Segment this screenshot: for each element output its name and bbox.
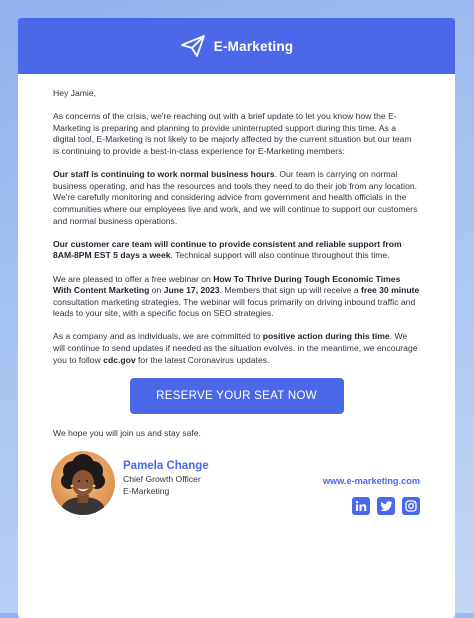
social-links [323,497,420,515]
staff-text: . Our team is carrying on normal business operating, and has the resources and tools they need to do their job from any location. We're carefully monitoring and considering advice from government and health officials in the communities where our employees live and work, and we will continue to support our customers and normal business operations. [53,169,418,226]
commitment-text-a: As a company and as individuals, we are committed to [53,331,263,342]
commitment-text-e: for the latest Coronavirus updates. [135,354,270,365]
email-body [18,74,455,515]
paragraph-intro: As concerns of the crisis, we're reaching out with a brief update to let you know how the E-Marketing is preparing and planning to provide uninterrupted support during this time. As a digital tool, E-Marketing is not likely to be majorly affected by the current situation but our team is continuing to provide a best-in-class experience for E-Marketing members: [53,111,412,156]
webinar-title: How To Thrive During Tough Economic Times With Content Marketing [53,273,401,296]
webinar-offer: free 30 minute [361,285,420,296]
email-header [18,18,455,74]
webinar-text-e: . Members that sign up will receive a [219,285,361,296]
cta-container [53,378,420,414]
twitter-icon[interactable] [377,497,395,515]
webinar-text-g: consultation marketing strategies. The webinar will focus primarily on driving inbound traffic and leads to your site, with a specific focus on SEO strategies. [53,296,416,319]
signature-role: Chief Growth Officer [123,474,201,485]
signoff: We hope you will join us and stay safe. [53,427,201,438]
signature-block [53,451,420,515]
website-link[interactable]: www.e-marketing.com [322,476,420,487]
support-text: . Technical support will also continue throughout this time. [170,250,390,261]
cdc-link[interactable]: cdc.gov [103,354,136,365]
commitment-highlight: positive action during this time [262,331,390,342]
webinar-text-c: on [149,285,164,296]
signature-company: E-Marketing [123,486,170,497]
webinar-text-a: We are pleased to offer a free webinar on [53,273,214,284]
linkedin-icon[interactable] [352,497,370,515]
commitment-text-c: . We will continue to send updates if needed as the situation evolves. in the meantime, we encourage you to follow [53,331,418,365]
contact-block [323,451,420,515]
brand-name: E-Marketing [213,38,294,54]
paper-plane-icon [180,33,206,59]
webinar-date: June 17, 2023 [163,285,220,296]
greeting: Hey Jamie, [53,88,96,98]
instagram-icon[interactable] [402,497,420,515]
email-card [18,18,455,618]
paragraph-support [53,239,420,262]
paragraph-commitment [53,331,420,366]
staff-highlight: Our staff is continuing to work normal business hours [53,169,275,180]
paragraph-webinar [53,274,420,320]
signature-text [123,451,209,497]
reserve-seat-button[interactable]: RESERVE YOUR SEAT NOW [130,378,344,414]
avatar [51,451,115,515]
paragraph-staff [53,169,420,227]
signature-name: Pamela Change [123,460,209,473]
support-highlight: Our customer care team will continue to provide consistent and reliable support from 8AM-8PM EST 5 days a week [53,238,402,261]
